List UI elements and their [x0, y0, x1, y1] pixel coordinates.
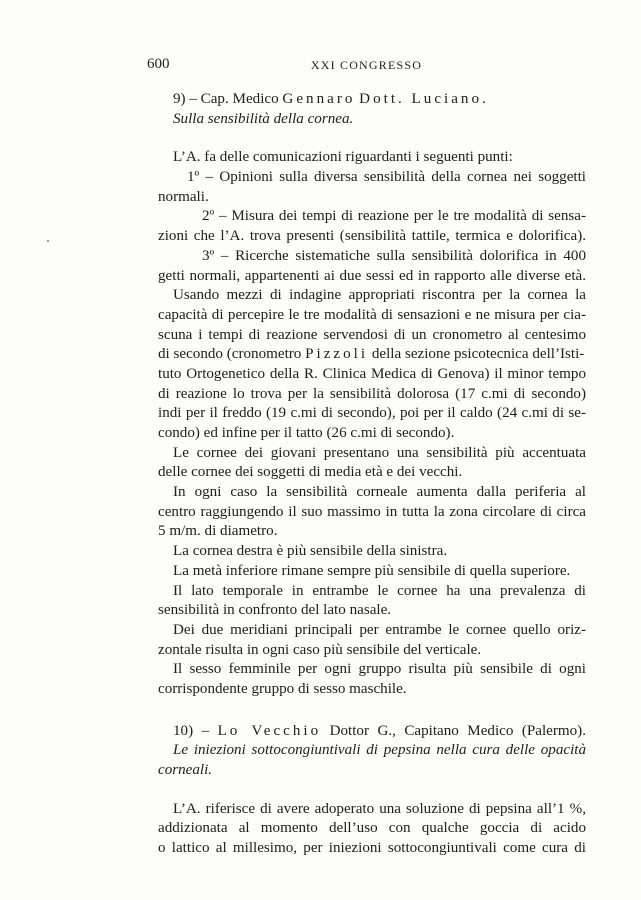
person-name: Pizzoli [305, 346, 369, 363]
entry10-author: Lo Vecchio [217, 722, 322, 739]
paragraph-line: La metà inferiore rimane sempre più sensibile di quella superiore. [173, 562, 571, 579]
spacer [173, 781, 586, 800]
paragraph-line: 3º – Ricerche sistematiche sulla sensibilità dolorifica in 400 [202, 247, 586, 264]
paragraph-line: tuto Ortogenetico della R. Clinica Medica di Genova) il minor tempo [158, 365, 586, 382]
paragraph-line: Il lato temporale in entrambe le cornee ha una prevalenza di [173, 582, 586, 599]
paragraph-line: Usando mezzi di indagine appropriati riscontra per la cornea la [173, 287, 586, 304]
entry9-title: Sulla sensibilità della cornea. [173, 110, 354, 127]
entry10-heading: 10) – Lo Vecchio Dottor G., Capitano Medico (Palermo). [173, 722, 586, 739]
paragraph-line: Il sesso femminile per ogni gruppo risulta più sensibile di ogni [173, 661, 586, 678]
paragraph-line: 1º – Opinioni sulla diversa sensibilità della cornea nei soggetti [187, 169, 586, 186]
paragraph-line: zioni che l’A. trova presenti (sensibilità tattile, termica e dolorifica). [158, 228, 586, 245]
paragraph-line: Le cornee dei giovani presentano una sensibilità più accentuata [173, 444, 586, 461]
paragraph-line: indi per il freddo (19 c.mi di secondo), poi per il caldo (24 c.mi di se- [158, 405, 586, 422]
paragraph-line: di secondo (cronometro Pizzoli della sezione psicotecnica dell’Isti- [158, 346, 585, 363]
paragraph-line: centro raggiungendo il suo massimo in tutta la zona circolare di circa [158, 503, 586, 520]
paragraph-line: La cornea destra è più sensibile della sinistra. [173, 543, 448, 560]
entry9-author-last: Dott. Luciano. [359, 91, 489, 107]
paragraph-line: L’A. fa delle comunicazioni riguardanti i seguenti punti: [173, 149, 513, 166]
entry10-title: corneali. [158, 762, 213, 778]
paragraph-line: 5 m/m. di diametro. [158, 523, 278, 540]
paragraph-line: normali. [158, 188, 209, 205]
margin-speck [47, 240, 49, 242]
paragraph-line: scuna i tempi di reazione servendosi di un cronometro al centesimo [158, 326, 586, 343]
paragraph-line: condo) ed infine per il tatto (26 c.mi di secondo). [158, 425, 455, 441]
paragraph-line: getti normali, appartenenti ai due sessi ed in rapporto alle diverse età. [158, 267, 586, 284]
paragraph-line: delle cornee dei soggetti di media età e dei vecchi. [158, 464, 463, 481]
entry9-author-first: Gennaro [282, 91, 356, 107]
paragraph-line: sensibilità in confronto del lato nasale. [158, 602, 392, 619]
page-number: 600 [147, 56, 170, 72]
page-body [158, 90, 586, 859]
entry9-heading: 9) – Cap. Medico Gennaro Dott. Luciano. [173, 91, 489, 107]
running-head: XXI CONGRESSO [310, 58, 423, 72]
paragraph-line: Dei due meridiani principali per entrambe le cornee quello oriz- [173, 621, 586, 638]
paragraph-line: In ogni caso la sensibilità corneale aumenta dalla periferia al [173, 484, 586, 501]
page-header [147, 56, 586, 76]
paragraph-line: 2º – Misura dei tempi di reazione per le tre modalità di sensa- [202, 208, 586, 225]
entry10-title: Le iniezioni sottocongiuntivali di pepsina nella cura delle opacità [173, 742, 586, 759]
paragraph-line: corrispondente gruppo di sesso maschile. [158, 680, 407, 697]
spacer [173, 700, 586, 722]
paragraph-line: capacità di percepire le tre modalità di sensazioni e ne misura per cia- [158, 306, 586, 323]
paragraph-line: L’A. riferisce di avere adoperato una soluzione di pepsina all’1 %, [173, 800, 586, 817]
paragraph-line: zontale risulta in ogni caso più sensibile del verticale. [158, 641, 482, 658]
spacer [173, 129, 586, 148]
paragraph-line: di reazione lo trova per la sensibilità dolorosa (17 c.mi di secondo) [158, 385, 586, 402]
paragraph-line: o lattico al millesimo, per iniezioni sottocongiuntivali come cura di [158, 840, 586, 857]
paragraph-line: addizionata al momento dell’uso con qualche goccia di acido [158, 820, 586, 837]
